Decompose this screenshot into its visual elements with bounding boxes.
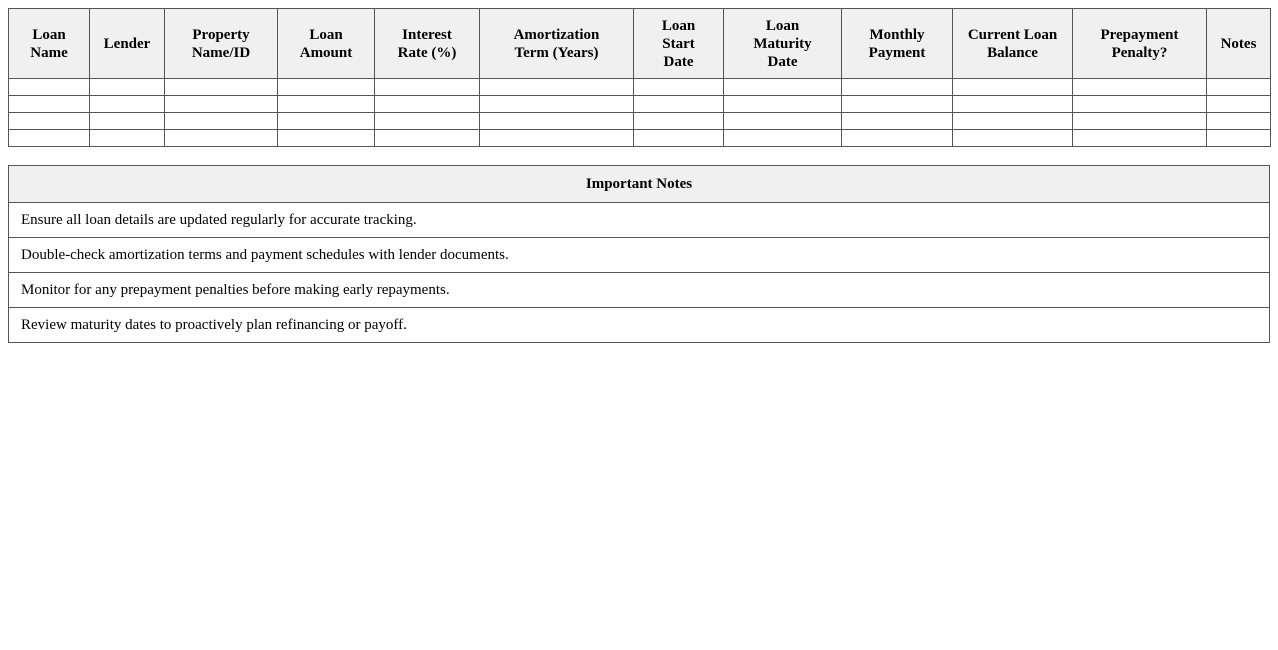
cell[interactable] bbox=[480, 113, 634, 130]
cell[interactable] bbox=[634, 96, 724, 113]
cell[interactable] bbox=[480, 96, 634, 113]
cell[interactable] bbox=[634, 79, 724, 96]
cell[interactable] bbox=[278, 113, 375, 130]
cell[interactable] bbox=[90, 79, 165, 96]
table-row bbox=[9, 96, 1271, 113]
cell[interactable] bbox=[724, 96, 842, 113]
table-row bbox=[9, 130, 1271, 147]
cell[interactable] bbox=[90, 130, 165, 147]
cell[interactable] bbox=[724, 130, 842, 147]
cell[interactable] bbox=[1207, 113, 1271, 130]
col-notes: Notes bbox=[1207, 9, 1271, 79]
cell[interactable] bbox=[375, 130, 480, 147]
cell[interactable] bbox=[842, 79, 953, 96]
cell[interactable] bbox=[1073, 113, 1207, 130]
col-loan-start-date: Loan Start Date bbox=[634, 9, 724, 79]
cell[interactable] bbox=[375, 113, 480, 130]
cell[interactable] bbox=[165, 96, 278, 113]
note-item: Review maturity dates to proactively plan refinancing or payoff. bbox=[9, 308, 1270, 343]
col-prepayment-penalty: Prepayment Penalty? bbox=[1073, 9, 1207, 79]
col-loan-name: Loan Name bbox=[9, 9, 90, 79]
cell[interactable] bbox=[1207, 130, 1271, 147]
cell[interactable] bbox=[842, 96, 953, 113]
cell[interactable] bbox=[724, 113, 842, 130]
col-interest-rate: Interest Rate (%) bbox=[375, 9, 480, 79]
cell[interactable] bbox=[480, 79, 634, 96]
cell[interactable] bbox=[9, 113, 90, 130]
cell[interactable] bbox=[842, 130, 953, 147]
cell[interactable] bbox=[1073, 79, 1207, 96]
cell[interactable] bbox=[953, 96, 1073, 113]
cell[interactable] bbox=[480, 130, 634, 147]
cell[interactable] bbox=[1073, 130, 1207, 147]
cell[interactable] bbox=[165, 113, 278, 130]
header-row bbox=[9, 9, 1271, 79]
cell[interactable] bbox=[9, 96, 90, 113]
cell[interactable] bbox=[634, 130, 724, 147]
cell[interactable] bbox=[724, 79, 842, 96]
cell[interactable] bbox=[375, 96, 480, 113]
cell[interactable] bbox=[278, 79, 375, 96]
cell[interactable] bbox=[90, 96, 165, 113]
page bbox=[8, 8, 1270, 343]
table-row bbox=[9, 79, 1271, 96]
cell[interactable] bbox=[90, 113, 165, 130]
cell[interactable] bbox=[278, 96, 375, 113]
cell[interactable] bbox=[1207, 79, 1271, 96]
cell[interactable] bbox=[165, 79, 278, 96]
cell[interactable] bbox=[953, 113, 1073, 130]
cell[interactable] bbox=[9, 79, 90, 96]
cell[interactable] bbox=[375, 79, 480, 96]
cell[interactable] bbox=[1073, 96, 1207, 113]
cell[interactable] bbox=[842, 113, 953, 130]
note-item: Ensure all loan details are updated regularly for accurate tracking. bbox=[9, 203, 1270, 238]
col-monthly-payment: Monthly Payment bbox=[842, 9, 953, 79]
cell[interactable] bbox=[165, 130, 278, 147]
cell[interactable] bbox=[634, 113, 724, 130]
note-item: Double-check amortization terms and payment schedules with lender documents. bbox=[9, 238, 1270, 273]
col-loan-maturity-date: Loan Maturity Date bbox=[724, 9, 842, 79]
col-property-name-id: Property Name/ID bbox=[165, 9, 278, 79]
col-lender: Lender bbox=[90, 9, 165, 79]
loan-tracker-table bbox=[8, 8, 1271, 147]
cell[interactable] bbox=[953, 130, 1073, 147]
cell[interactable] bbox=[9, 130, 90, 147]
cell[interactable] bbox=[278, 130, 375, 147]
cell[interactable] bbox=[1207, 96, 1271, 113]
col-current-loan-balance: Current Loan Balance bbox=[953, 9, 1073, 79]
cell[interactable] bbox=[953, 79, 1073, 96]
col-loan-amount: Loan Amount bbox=[278, 9, 375, 79]
notes-title: Important Notes bbox=[9, 166, 1270, 203]
note-item: Monitor for any prepayment penalties before making early repayments. bbox=[9, 273, 1270, 308]
important-notes-table bbox=[8, 165, 1270, 343]
col-amortization-term: Amortization Term (Years) bbox=[480, 9, 634, 79]
table-row bbox=[9, 113, 1271, 130]
